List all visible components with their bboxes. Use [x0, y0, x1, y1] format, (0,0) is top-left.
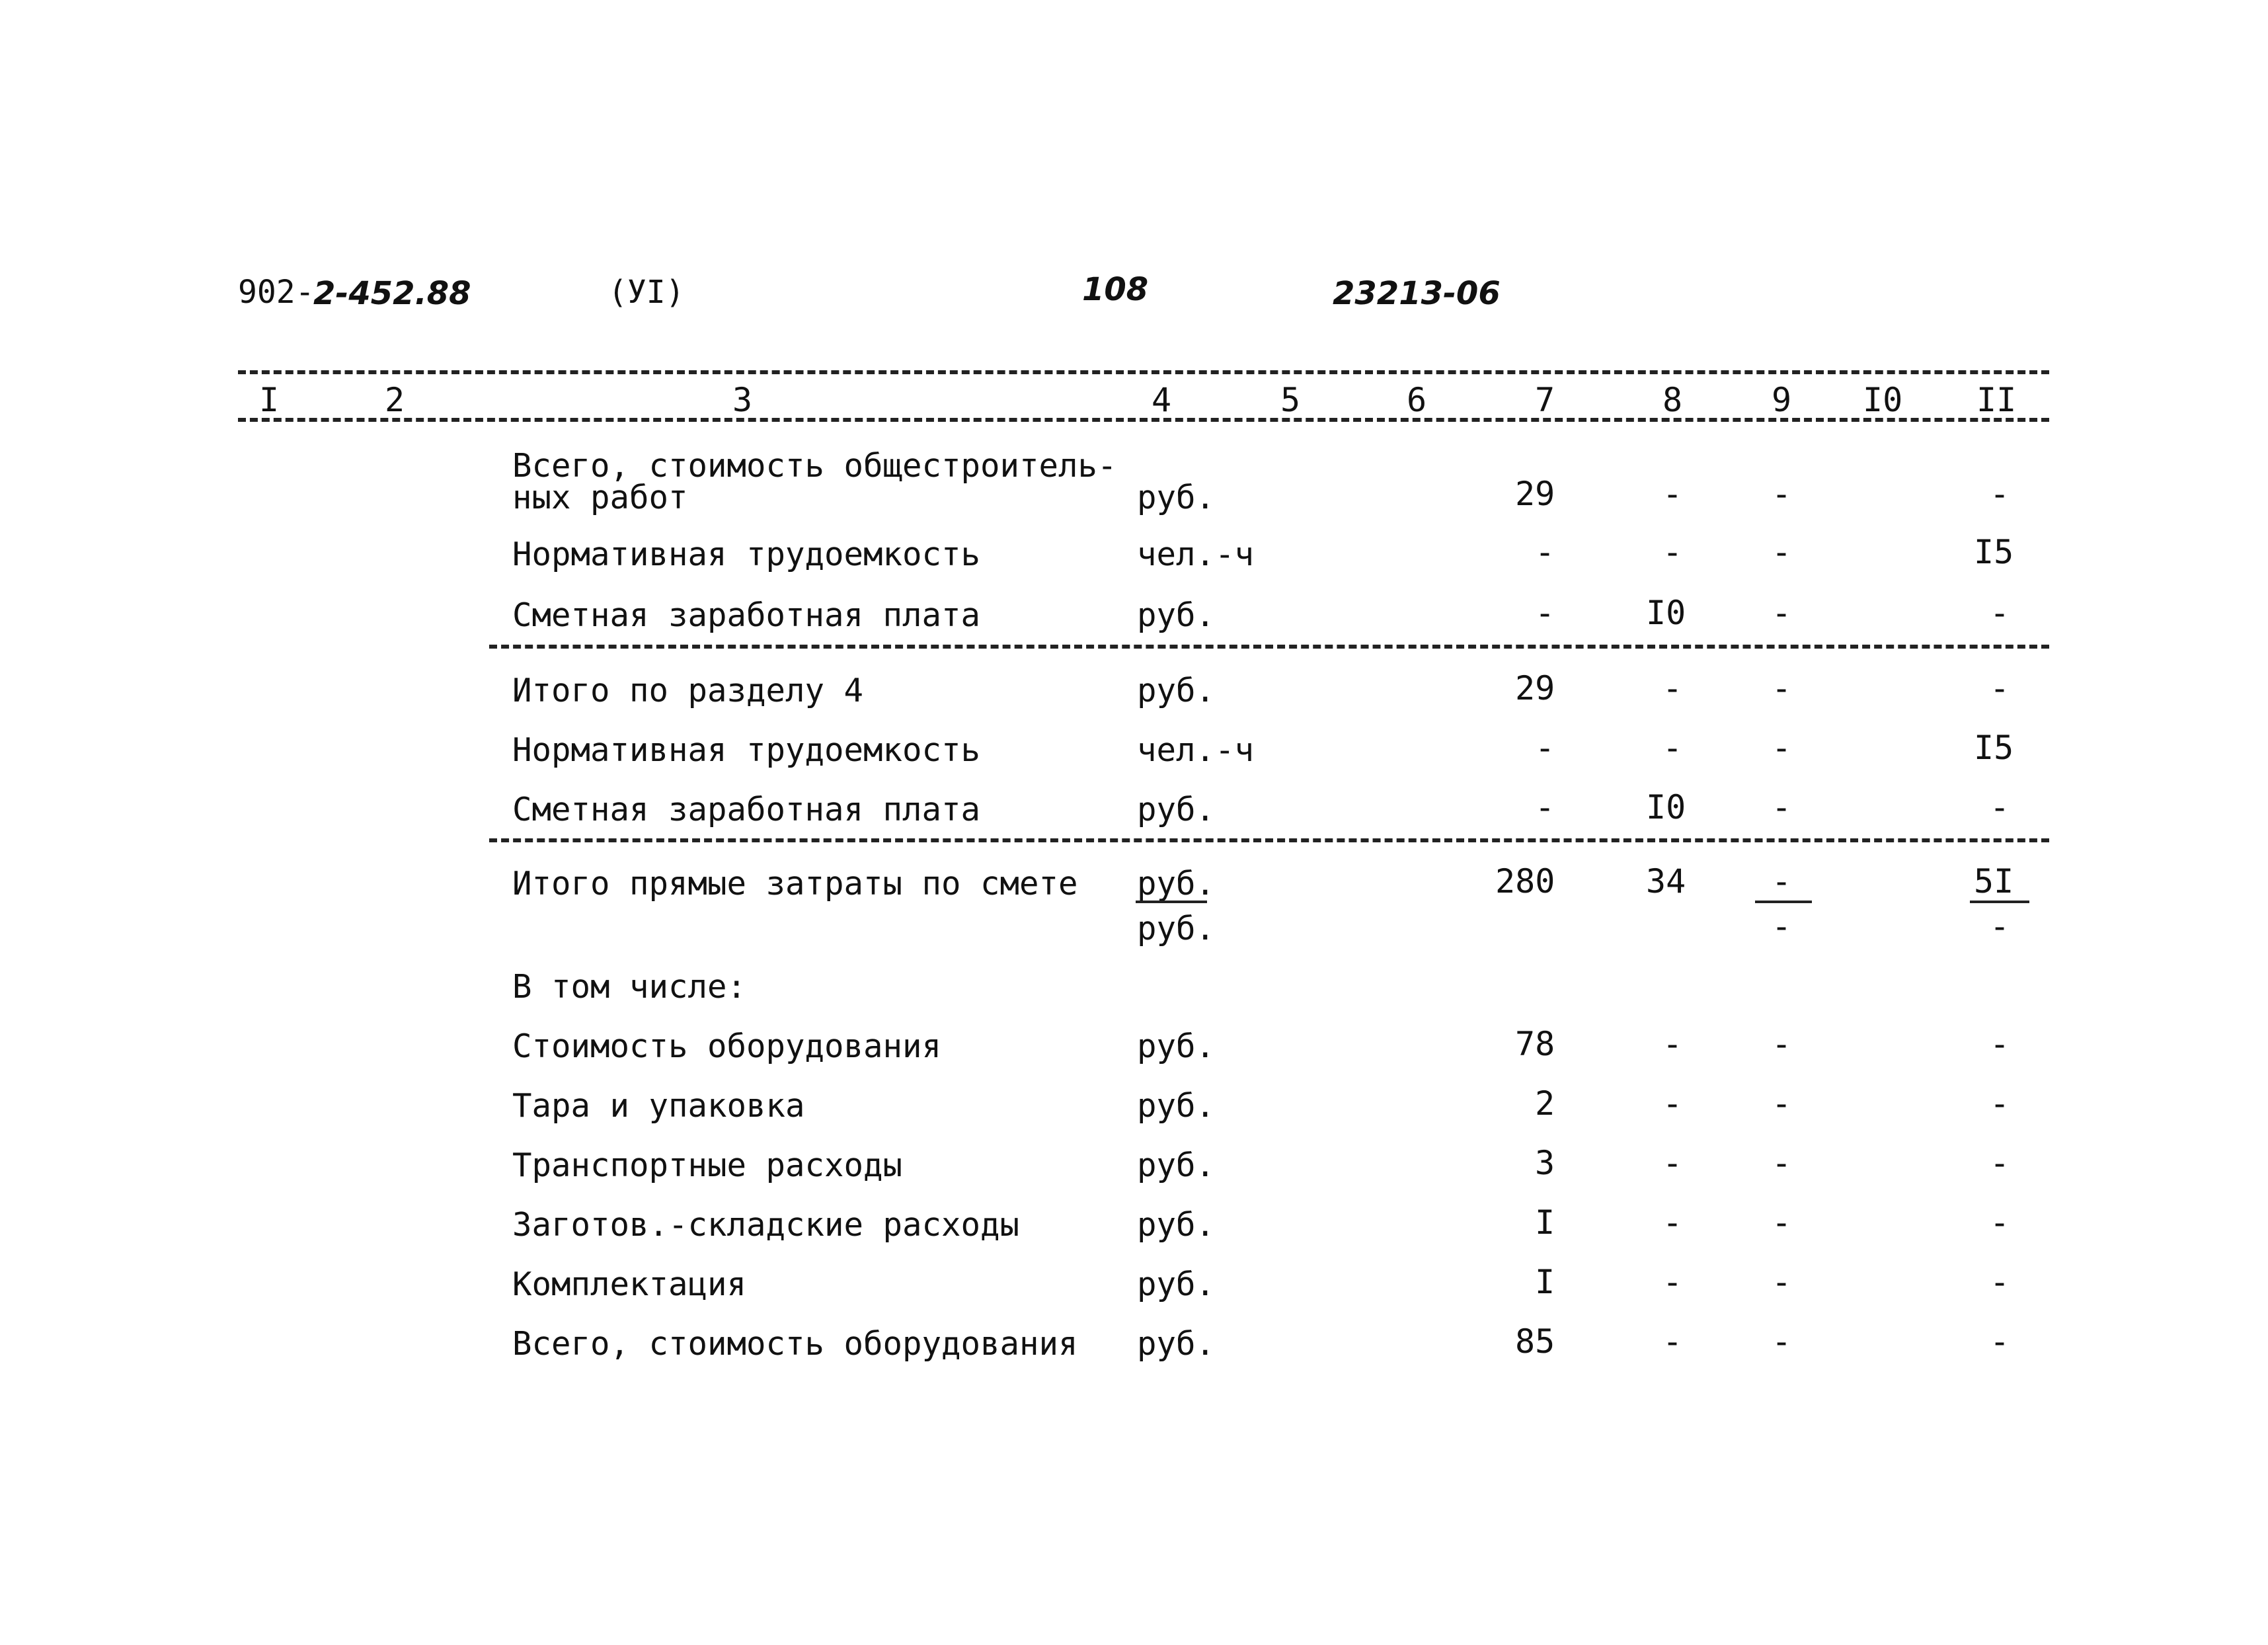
code-handwritten: 23213-06: [1333, 275, 1501, 312]
cell-col9: -: [1772, 1025, 1792, 1063]
cell-col11: -: [1990, 594, 2010, 632]
row-unit: руб.: [1137, 1146, 1216, 1184]
row-label: Стоимость оборудования: [512, 1027, 942, 1065]
cell-col11-second: -: [1990, 907, 2010, 945]
cell-col7: 280: [1495, 862, 1555, 901]
cell-col7: 2: [1535, 1084, 1555, 1123]
cell-col9: -: [1772, 1084, 1792, 1123]
row-label: Всего, стоимость оборудования: [512, 1325, 1078, 1363]
cell-col11: -: [1990, 1144, 2010, 1182]
doc-prefix: 902-: [238, 274, 315, 311]
cell-col7: 29: [1515, 669, 1555, 707]
cell-col8: 34: [1646, 862, 1686, 901]
row-unit-second: руб.: [1137, 910, 1216, 947]
cell-col9: -: [1772, 729, 1792, 767]
row-label: Транспортные расходы: [512, 1146, 903, 1184]
row-label: Нормативная трудоемкость: [512, 731, 981, 769]
cell-col8: -: [1662, 1144, 1683, 1182]
cell-col11: -: [1990, 1263, 2010, 1301]
cell-col9: -: [1772, 475, 1792, 513]
cell-col7: 78: [1515, 1025, 1555, 1063]
row-unit: руб.: [1137, 791, 1216, 828]
row-label: Сметная заработная плата: [512, 596, 981, 634]
cell-col7: 85: [1515, 1322, 1555, 1361]
col-header-3: 3: [732, 381, 753, 419]
row-unit: руб.: [1137, 596, 1216, 634]
col9-underline: [1755, 901, 1812, 903]
cell-col7: I: [1535, 1263, 1555, 1301]
unit-underline: [1136, 901, 1207, 903]
row-label: Комплектация: [512, 1265, 747, 1303]
row-label: Тара и упаковка: [512, 1087, 805, 1125]
cell-col8: I0: [1646, 594, 1686, 632]
cell-col9: -: [1772, 1144, 1792, 1182]
cell-col11: I5: [1974, 729, 2014, 767]
row-label: Всего, стоимость общестроитель-: [512, 447, 1117, 485]
cell-col9: -: [1772, 788, 1792, 826]
cell-col8: -: [1662, 1025, 1683, 1063]
cell-col8: -: [1662, 1322, 1683, 1361]
cell-col8: I0: [1646, 788, 1686, 826]
row-label-cont: ных работ: [512, 479, 688, 516]
col-header-7: 7: [1535, 381, 1555, 419]
cell-col7: -: [1535, 533, 1555, 571]
cell-col8: -: [1662, 729, 1683, 767]
section-divider: [489, 645, 2049, 649]
cell-col9: -: [1772, 1203, 1792, 1242]
cell-col11: -: [1990, 1322, 2010, 1361]
col-header-9: 9: [1772, 381, 1792, 419]
cell-col9-second: -: [1772, 907, 1792, 945]
page-number-handwritten: 108: [1082, 271, 1149, 308]
cell-col8: -: [1662, 475, 1683, 513]
cell-col7: 29: [1515, 475, 1555, 513]
cell-col9: -: [1772, 669, 1792, 707]
cell-col9: -: [1772, 594, 1792, 632]
row-label: Итого по разделу 4: [512, 672, 864, 709]
col-header-6: 6: [1407, 381, 1427, 419]
row-label: В том числе:: [512, 968, 747, 1006]
row-label: Сметная заработная плата: [512, 791, 981, 828]
cell-col7: -: [1535, 729, 1555, 767]
cell-col7: I: [1535, 1203, 1555, 1242]
cell-col7: -: [1535, 788, 1555, 826]
row-unit: руб.: [1137, 1206, 1216, 1244]
cell-col9: -: [1772, 862, 1792, 901]
cell-col11: -: [1990, 475, 2010, 513]
col-header-5: 5: [1280, 381, 1301, 419]
row-unit: чел.-ч: [1137, 536, 1255, 573]
col-header-4: 4: [1152, 381, 1172, 419]
row-unit: руб.: [1137, 1027, 1216, 1065]
row-unit: руб.: [1137, 865, 1216, 903]
col11-underline: [1970, 901, 2029, 903]
cell-col11: -: [1990, 788, 2010, 826]
cell-col11: -: [1990, 669, 2010, 707]
row-unit: руб.: [1137, 1325, 1216, 1363]
cell-col7: -: [1535, 594, 1555, 632]
cell-col8: -: [1662, 1084, 1683, 1123]
cell-col8: -: [1662, 669, 1683, 707]
row-label: Итого прямые затраты по смете: [512, 865, 1078, 903]
cell-col11: -: [1990, 1084, 2010, 1123]
cell-col7: 3: [1535, 1144, 1555, 1182]
section-label: (УI): [608, 274, 685, 311]
row-unit: руб.: [1137, 479, 1216, 516]
row-unit: руб.: [1137, 672, 1216, 709]
row-label: Заготов.-складские расходы: [512, 1206, 1020, 1244]
cell-col8: -: [1662, 1203, 1683, 1242]
doc-number-handwritten: 2-452.88: [313, 275, 471, 312]
header-top-rule: [238, 370, 2049, 374]
cell-col8: -: [1662, 1263, 1683, 1301]
row-unit: руб.: [1137, 1087, 1216, 1125]
col-header-8: 8: [1662, 381, 1683, 419]
col-header-1: I: [259, 381, 280, 419]
cell-col11: -: [1990, 1203, 2010, 1242]
cell-col11: I5: [1974, 533, 2014, 571]
cell-col8: -: [1662, 533, 1683, 571]
cell-col9: -: [1772, 1322, 1792, 1361]
cell-col11: 5I: [1974, 862, 2014, 901]
row-label: Нормативная трудоемкость: [512, 536, 981, 573]
cell-col9: -: [1772, 533, 1792, 571]
row-unit: руб.: [1137, 1265, 1216, 1303]
cell-col11: -: [1990, 1025, 2010, 1063]
section-divider: [489, 838, 2049, 842]
col-header-10: I0: [1863, 381, 1903, 419]
col-header-11: II: [1976, 381, 2017, 419]
row-unit: чел.-ч: [1137, 731, 1255, 769]
col-header-2: 2: [385, 381, 405, 419]
cell-col9: -: [1772, 1263, 1792, 1301]
